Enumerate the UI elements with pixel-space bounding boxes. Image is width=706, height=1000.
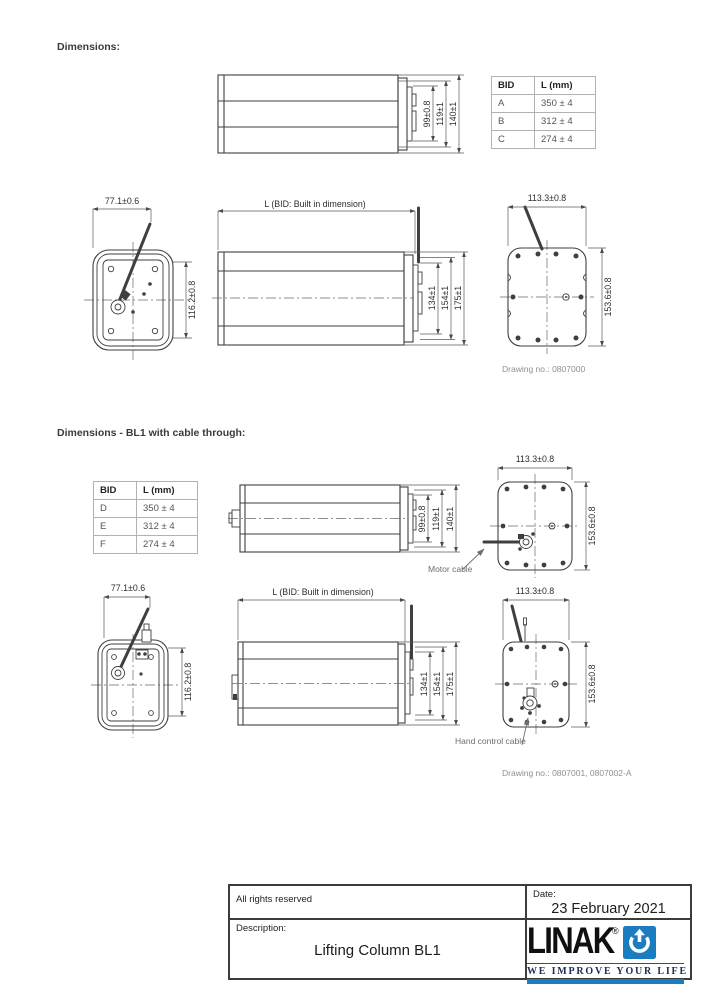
dim-113: 113.3±0.8 [515,454,555,464]
drawing-end-view-cable-left [62,194,210,364]
linak-wordmark: LINAK [527,920,614,961]
dim-113: 113.3±0.8 [515,586,555,596]
dim-154: 154±1 [432,671,442,697]
dimension-lines [498,468,590,570]
dim-175: 175±1 [453,285,463,311]
rights-text: All rights reserved [236,894,313,905]
dim-175: 175±1 [445,671,455,697]
table-cell: 350 ± 4 [137,500,198,518]
table-header: L (mm) [137,482,198,500]
dimension-lines [508,207,606,346]
drawing-number-2: Drawing no.: 0807001, 0807002-A [502,768,632,778]
dim-140: 140±1 [445,506,455,532]
registered-mark: ® [612,926,619,936]
table-row [492,131,596,149]
logo-cell [526,919,691,979]
section1-heading: Dimensions: [57,41,121,53]
logo-divider [527,963,684,964]
dim-116: 116.2±0.8 [183,662,193,702]
drawing-side-view-lbid-top [212,196,470,350]
dim-119: 119±1 [435,102,445,126]
dimension-lines [218,211,468,345]
table-row [94,518,198,536]
logo-blue-bar [527,979,684,984]
linak-arrow-icon [623,926,656,959]
table-cell: A [492,95,535,113]
dim-116: 116.2±0.8 [187,280,197,320]
dim-153: 153.6±0.8 [587,506,597,546]
date-cell [526,885,691,919]
motor-cable-arrow [458,542,492,574]
drawing-side-view-section2 [228,470,474,566]
table-cell: 312 ± 4 [137,518,198,536]
dim-134: 134±1 [419,671,429,697]
linak-tagline: WE IMPROVE YOUR LIFE [527,966,688,977]
dimension-lines [238,600,460,725]
table-cell: F [94,536,137,554]
date-value: 23 February 2021 [551,901,666,917]
dim-154: 154±1 [440,285,450,311]
dim-99: 99±0.8 [422,100,432,128]
drawing-side-view-top [212,66,464,162]
bid-table-def [93,481,198,554]
table-row [492,95,596,113]
dimension-lines [93,209,192,338]
bid-table-abc [491,76,596,149]
cable [118,224,150,304]
dim-77: 77.1±0.6 [104,196,140,206]
cable [512,606,521,641]
table-row [94,500,198,518]
description-value: Lifting Column BL1 [314,942,441,959]
table-cell: 350 ± 4 [535,95,596,113]
drawing-end-view-motor-cable [476,438,624,578]
table-cell: 312 ± 4 [535,113,596,131]
date-label: Date: [533,889,556,900]
linak-logo [527,920,688,984]
cable [525,207,542,249]
description-cell [229,919,526,979]
table-cell: 274 ± 4 [137,536,198,554]
table-row [94,536,198,554]
table-cell: B [492,113,535,131]
drawing-end-view-right-top [498,192,620,358]
drawing-end-view-hand-control [478,584,626,756]
drawing-end-view-cable-left-2 [84,582,212,748]
column-body [218,75,416,153]
column-body [218,252,422,345]
dim-lbid: L (BID: Built in dimension) [264,199,366,209]
table-header: L (mm) [535,77,596,95]
table-header: BID [94,482,137,500]
dim-113: 113.3±0.8 [527,193,567,203]
dim-lbid: L (BID: Built in dimension) [272,587,374,597]
description-label: Description: [236,923,287,934]
hand-control-cable-label: Hand control cable [455,736,526,746]
section2-heading: Dimensions - BL1 with cable through: [57,427,246,439]
table-header: BID [492,77,535,95]
dim-77: 77.1±0.6 [110,583,146,593]
dim-119: 119±1 [431,507,441,531]
dim-134: 134±1 [427,285,437,311]
table-cell: D [94,500,137,518]
table-cell: E [94,518,137,536]
drawing-side-view-lbid-bottom [230,586,478,738]
dim-153: 153.6±0.8 [587,664,597,704]
motor-cable-label: Motor cable [428,564,473,574]
rights-cell [229,885,526,919]
drawing-number-1: Drawing no.: 0807000 [502,364,586,374]
table-row [492,113,596,131]
dim-153: 153.6±0.8 [603,277,613,317]
dim-140: 140±1 [448,101,458,127]
table-cell: 274 ± 4 [535,131,596,149]
dim-99: 99±0.8 [417,505,427,533]
title-block [228,884,692,980]
table-cell: C [492,131,535,149]
